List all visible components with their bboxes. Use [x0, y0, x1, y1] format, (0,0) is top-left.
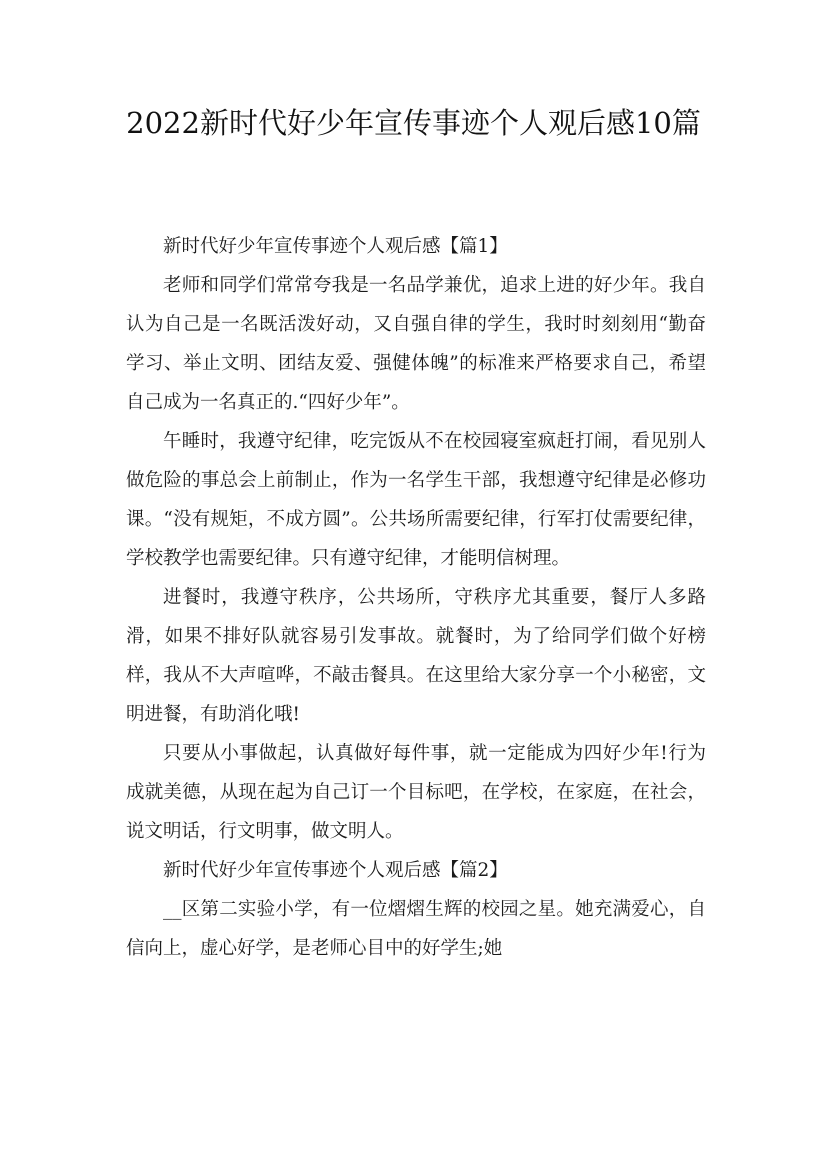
document-title: 2022新时代好少年宣传事迹个人观后感10篇 [126, 106, 701, 140]
paragraph-4: 只要从小事做起，认真做好每件事，就一定能成为四好少年!行为成就美德，从现在起为自己订一个目标吧，在学校，在家庭，在社会，说文明话，行文明事，做文明人。 [126, 743, 706, 842]
paragraph-3: 进餐时，我遵守秩序，公共场所，守秩序尤其重要，餐厅人多路滑，如果不排好队就容易引发事故。就餐时，为了给同学们做个好榜样，我从不大声喧哗，不敲击餐具。在这里给大家分享一个小秘密，文明进餐，有助消化哦! [126, 587, 706, 725]
paragraph-5: __区第二实验小学，有一位熠熠生辉的校园之星。她充满爱心，自信向上，虚心好学，是老师心目中的好学生;她 [126, 899, 706, 959]
paragraph-1: 老师和同学们常常夸我是一名品学兼优，追求上进的好少年。我自认为自己是一名既活泼好动，又自强自律的学生，我时时刻刻用“勤奋学习、举止文明、团结友爱、强健体魄”的标准来严格要求自己，希望自己成为一名真正的.“四好少年”。 [126, 275, 706, 413]
paragraph-2: 午睡时，我遵守纪律，吃完饭从不在校园寝室疯赶打闹，看见别人做危险的事总会上前制止，作为一名学生干部，我想遵守纪律是必修功课。“没有规矩，不成方圆”。公共场所需要纪律，行军打仗需要纪律，学校教学也需要纪律。只有遵守纪律，才能明信树理。 [126, 431, 706, 569]
section-heading-2: 新时代好少年宣传事迹个人观后感【篇2】 [163, 860, 508, 881]
document-body [126, 227, 706, 968]
section-heading-1: 新时代好少年宣传事迹个人观后感【篇1】 [163, 236, 508, 257]
